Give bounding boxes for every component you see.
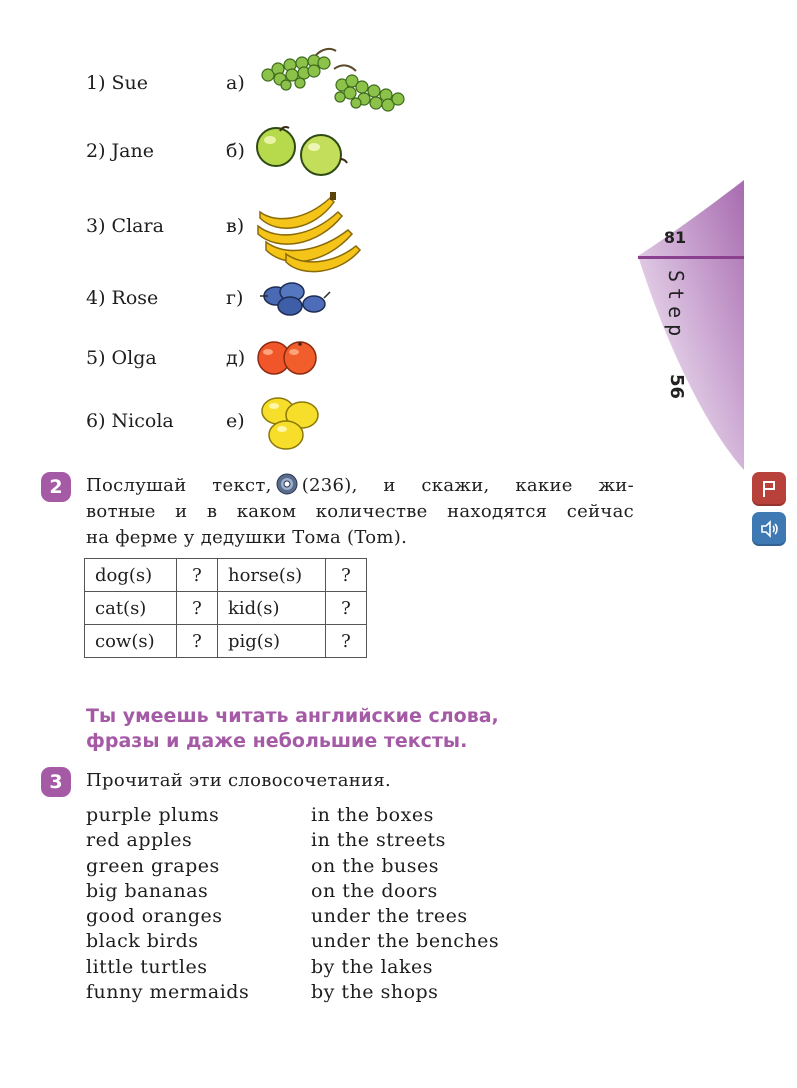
option-letter: б) <box>226 140 245 162</box>
step-number: 56 <box>666 374 687 400</box>
table-cell: ? <box>326 559 367 592</box>
phrase-item: black birds <box>86 930 199 953</box>
bananas-icon <box>256 184 366 274</box>
name-label: 2) Jane <box>86 140 154 162</box>
phrase-item: under the benches <box>311 930 500 953</box>
oranges-icon <box>256 338 336 378</box>
phrase-item: little turtles <box>86 955 208 978</box>
table-cell: ? <box>177 592 218 625</box>
table-cell: ? <box>326 592 367 625</box>
skill-heading-line: Ты умеешь читать английские слова, <box>86 705 499 727</box>
audio-disc-icon[interactable] <box>276 473 298 495</box>
animal-count-table <box>84 558 367 658</box>
plums-icon <box>256 280 346 320</box>
phrase-item: good oranges <box>86 905 223 928</box>
option-letter: а) <box>226 72 245 94</box>
option-letter: в) <box>226 215 245 237</box>
table-cell: ? <box>326 625 367 658</box>
phrase-item: on the buses <box>311 854 440 877</box>
table-row <box>85 592 367 625</box>
table-cell: pig(s) <box>218 625 326 658</box>
instruction-text: Послушай текст, <box>86 475 272 496</box>
table-row <box>85 625 367 658</box>
matching-row-3 <box>86 206 646 246</box>
exercise-3-instruction: Прочитай эти словосочетания. <box>86 770 392 791</box>
table-cell: horse(s) <box>218 559 326 592</box>
table-cell: kid(s) <box>218 592 326 625</box>
matching-row-4 <box>86 278 646 318</box>
name-label: 6) Nicola <box>86 410 174 432</box>
table-cell: ? <box>177 625 218 658</box>
phrase-item: funny mermaids <box>86 981 250 1004</box>
name-label: 1) Sue <box>86 72 149 94</box>
option-letter: г) <box>226 287 244 309</box>
instruction-line-1 <box>86 473 634 499</box>
exercise-2-instruction <box>86 473 634 551</box>
page-number: 81 <box>663 228 687 247</box>
skill-heading <box>86 704 606 754</box>
matching-row-1 <box>86 63 646 103</box>
phrase-item: on the doors <box>311 879 438 902</box>
exercise-3-badge: 3 <box>41 767 71 797</box>
green-apples-icon <box>256 123 366 179</box>
instruction-line-3: на ферме у дедушки Тома (Tom). <box>86 527 408 548</box>
skill-heading-line: фразы и даже небольшие тексты. <box>86 730 468 752</box>
phrase-item: purple plums <box>86 804 220 826</box>
step-divider <box>638 256 744 259</box>
flag-icon <box>760 479 778 499</box>
phrase-item: red apples <box>86 829 193 852</box>
table-cell: cow(s) <box>85 625 177 658</box>
instruction-line-2: вотные и в каком количестве находятся сейчас <box>86 501 634 522</box>
phrase-item: big bananas <box>86 879 209 902</box>
phrase-item: by the lakes <box>311 955 434 978</box>
option-letter: е) <box>226 410 245 432</box>
matching-row-2 <box>86 131 646 171</box>
phrase-item: under the trees <box>311 905 468 928</box>
phrase-item: by the shops <box>311 981 439 1004</box>
audio-play-button[interactable] <box>752 512 786 546</box>
matching-row-6 <box>86 401 646 441</box>
phrase-item: in the streets <box>311 829 446 852</box>
lemons-icon <box>256 393 326 455</box>
step-side-tab <box>598 180 797 470</box>
phrase-column-right <box>311 803 499 1005</box>
matching-row-5 <box>86 338 646 378</box>
table-cell: dog(s) <box>85 559 177 592</box>
phrase-item: in the boxes <box>311 804 434 826</box>
table-cell: cat(s) <box>85 592 177 625</box>
speaker-icon <box>759 520 779 538</box>
phrase-item: green grapes <box>86 854 220 877</box>
bookmark-flag-button[interactable] <box>752 472 786 506</box>
step-label: Step <box>664 270 688 343</box>
table-cell: ? <box>177 559 218 592</box>
table-row <box>85 559 367 592</box>
exercise-2-badge: 2 <box>41 472 71 502</box>
option-letter: д) <box>226 347 246 369</box>
name-label: 4) Rose <box>86 287 159 309</box>
grapes-icon <box>256 47 416 117</box>
instruction-text: (236), и скажи, какие жи- <box>301 475 634 496</box>
name-label: 3) Clara <box>86 215 164 237</box>
name-label: 5) Olga <box>86 347 157 369</box>
phrase-column-left <box>86 803 249 1005</box>
